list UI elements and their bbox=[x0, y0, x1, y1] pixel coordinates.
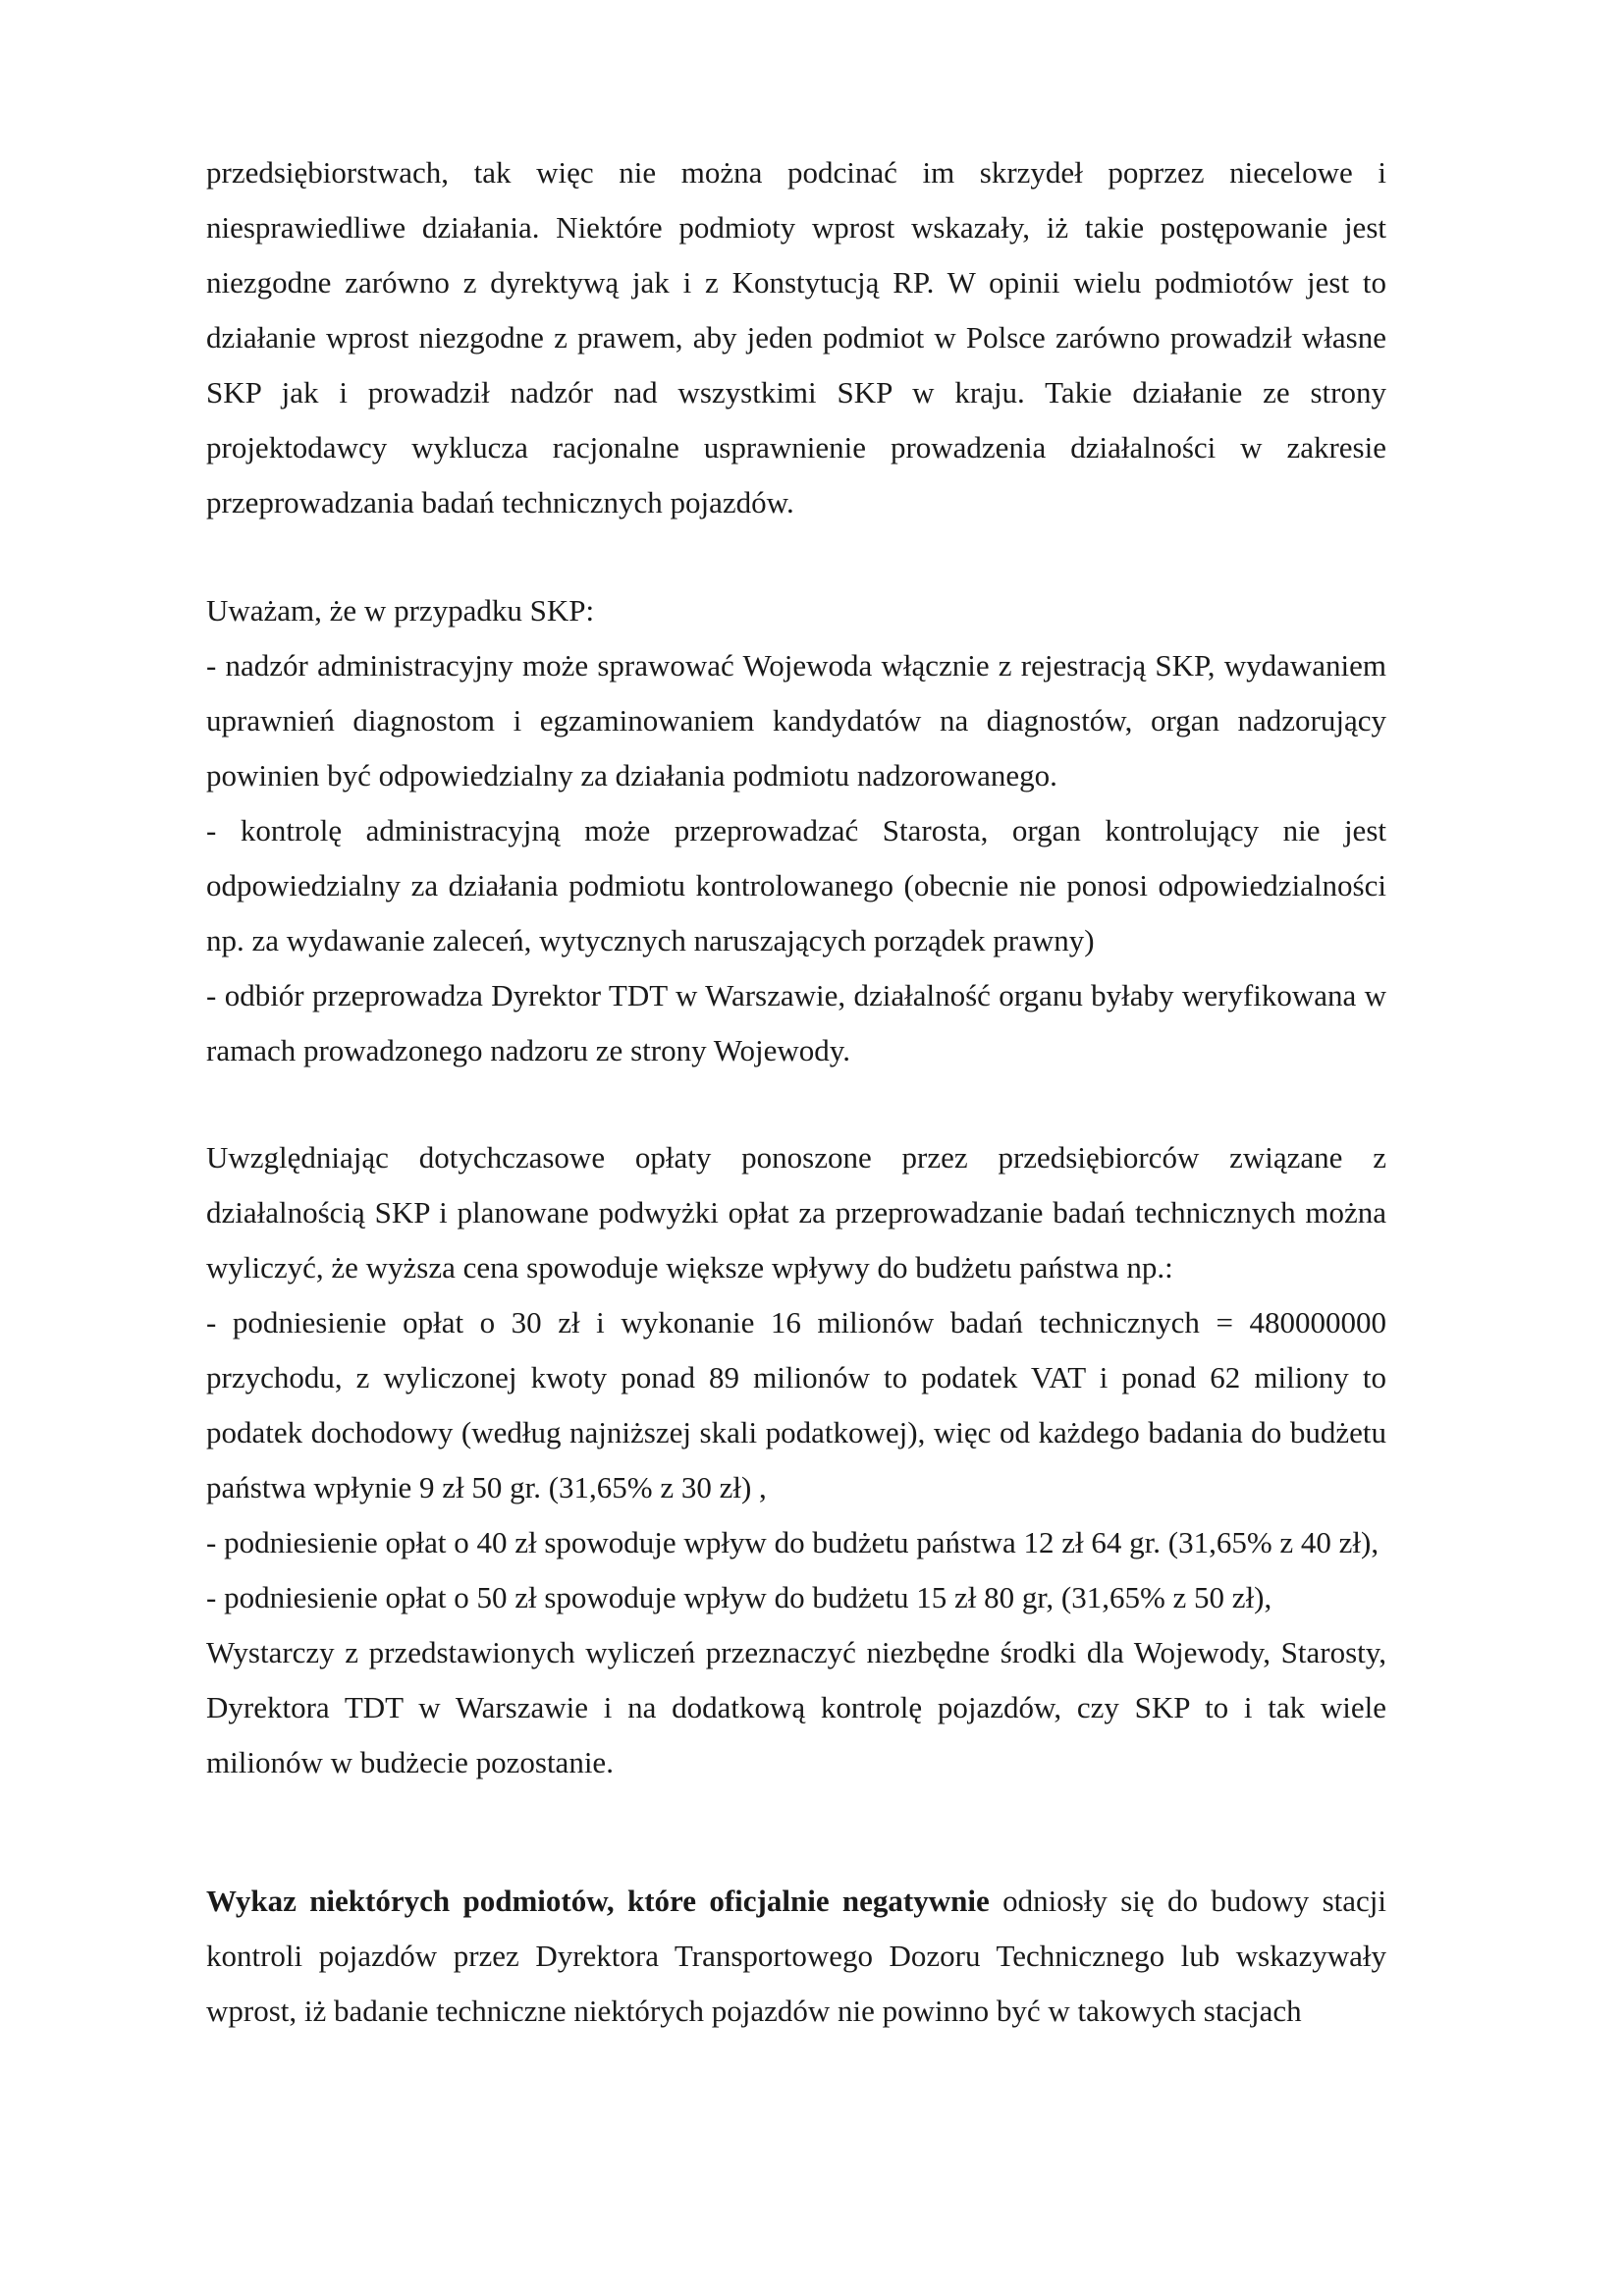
list-item: - podniesienie opłat o 50 zł spowoduje wpływ do budżetu 15 zł 80 gr, (31,65% z 50 zł), bbox=[206, 1580, 1272, 1614]
section-fee-calculation bbox=[206, 1130, 1386, 1790]
section-skp-proposal bbox=[206, 583, 1386, 1078]
section-intro: Uważam, że w przypadku SKP: bbox=[206, 593, 595, 628]
section-paragraph bbox=[206, 1874, 1386, 2039]
list-item: - podniesienie opłat o 40 zł spowoduje wpływ do budżetu państwa 12 zł 64 gr. (31,65% z 40 zł), bbox=[206, 1525, 1380, 1559]
section-intro: Uwzględniając dotychczasowe opłaty ponoszone przez przedsiębiorców związane z działalnością SKP i planowane podwyżki opłat za przeprowadzanie badań technicznych można wyliczyć, że wyższa cena spowoduje większe wpływy do budżetu państwa np.: bbox=[206, 1140, 1386, 1285]
list-item: - nadzór administracyjny może sprawować Wojewoda włącznie z rejestracją SKP, wydawaniem uprawnień diagnostom i egzaminowaniem kandydatów na diagnostów, organ nadzorujący powinien być odpowiedzialny za działania podmiotu nadzorowanego. bbox=[206, 648, 1386, 793]
section-entity-list bbox=[206, 1874, 1386, 2039]
list-item: - odbiór przeprowadza Dyrektor TDT w Warszawie, działalność organu byłaby weryfikowana w ramach prowadzonego nadzoru ze strony Wojewody. bbox=[206, 978, 1386, 1067]
paragraph-rest-text: odniosły się do budowy stacji kontroli pojazdów przez Dyrektora Transportowego Dozoru Technicznego lub wskazywały wprost, iż badanie techniczne niektórych pojazdów nie powinno być w takowych stacjach bbox=[206, 1884, 1386, 2028]
list-item: Wystarczy z przedstawionych wyliczeń przeznaczyć niezbędne środki dla Wojewody, Starosty, Dyrektora TDT w Warszawie i na dodatkową kontrolę pojazdów, czy SKP to i tak wiele milionów w budżecie pozostanie. bbox=[206, 1635, 1386, 1779]
paragraph-skp-supervision bbox=[206, 145, 1386, 530]
list-item: - kontrolę administracyjną może przeprowadzać Starosta, organ kontrolujący nie jest odpowiedzialny za działania podmiotu kontrolowanego (obecnie nie ponosi odpowiedzialności np. za wydawanie zaleceń, wytycznych naruszających porządek prawny) bbox=[206, 813, 1386, 957]
bold-lead-text: Wykaz niektórych podmiotów, które oficjalnie negatywnie bbox=[206, 1884, 990, 1918]
list-item: - podniesienie opłat o 30 zł i wykonanie 16 milionów badań technicznych = 480000000 przychodu, z wyliczonej kwoty ponad 89 milionów to podatek VAT i ponad 62 miliony to podatek dochodowy (według najniższej skali podatkowej), więc od każdego badania do budżetu państwa wpłynie 9 zł 50 gr. (31,65% z 30 zł) , bbox=[206, 1305, 1386, 1504]
paragraph-text: przedsiębiorstwach, tak więc nie można podcinać im skrzydeł poprzez niecelowe i niesprawiedliwe działania. Niektóre podmioty wprost wskazały, iż takie postępowanie jest niezgodne zarówno z dyrektywą jak i z Konstytucją RP. W opinii wielu podmiotów jest to działanie wprost niezgodne z prawem, aby jeden podmiot w Polsce zarówno prowadził własne SKP jak i prowadził nadzór nad wszystkimi SKP w kraju. Takie działanie ze strony projektodawcy wyklucza racjonalne usprawnienie prowadzenia działalności w zakresie przeprowadzania badań technicznych pojazdów. bbox=[206, 155, 1386, 519]
